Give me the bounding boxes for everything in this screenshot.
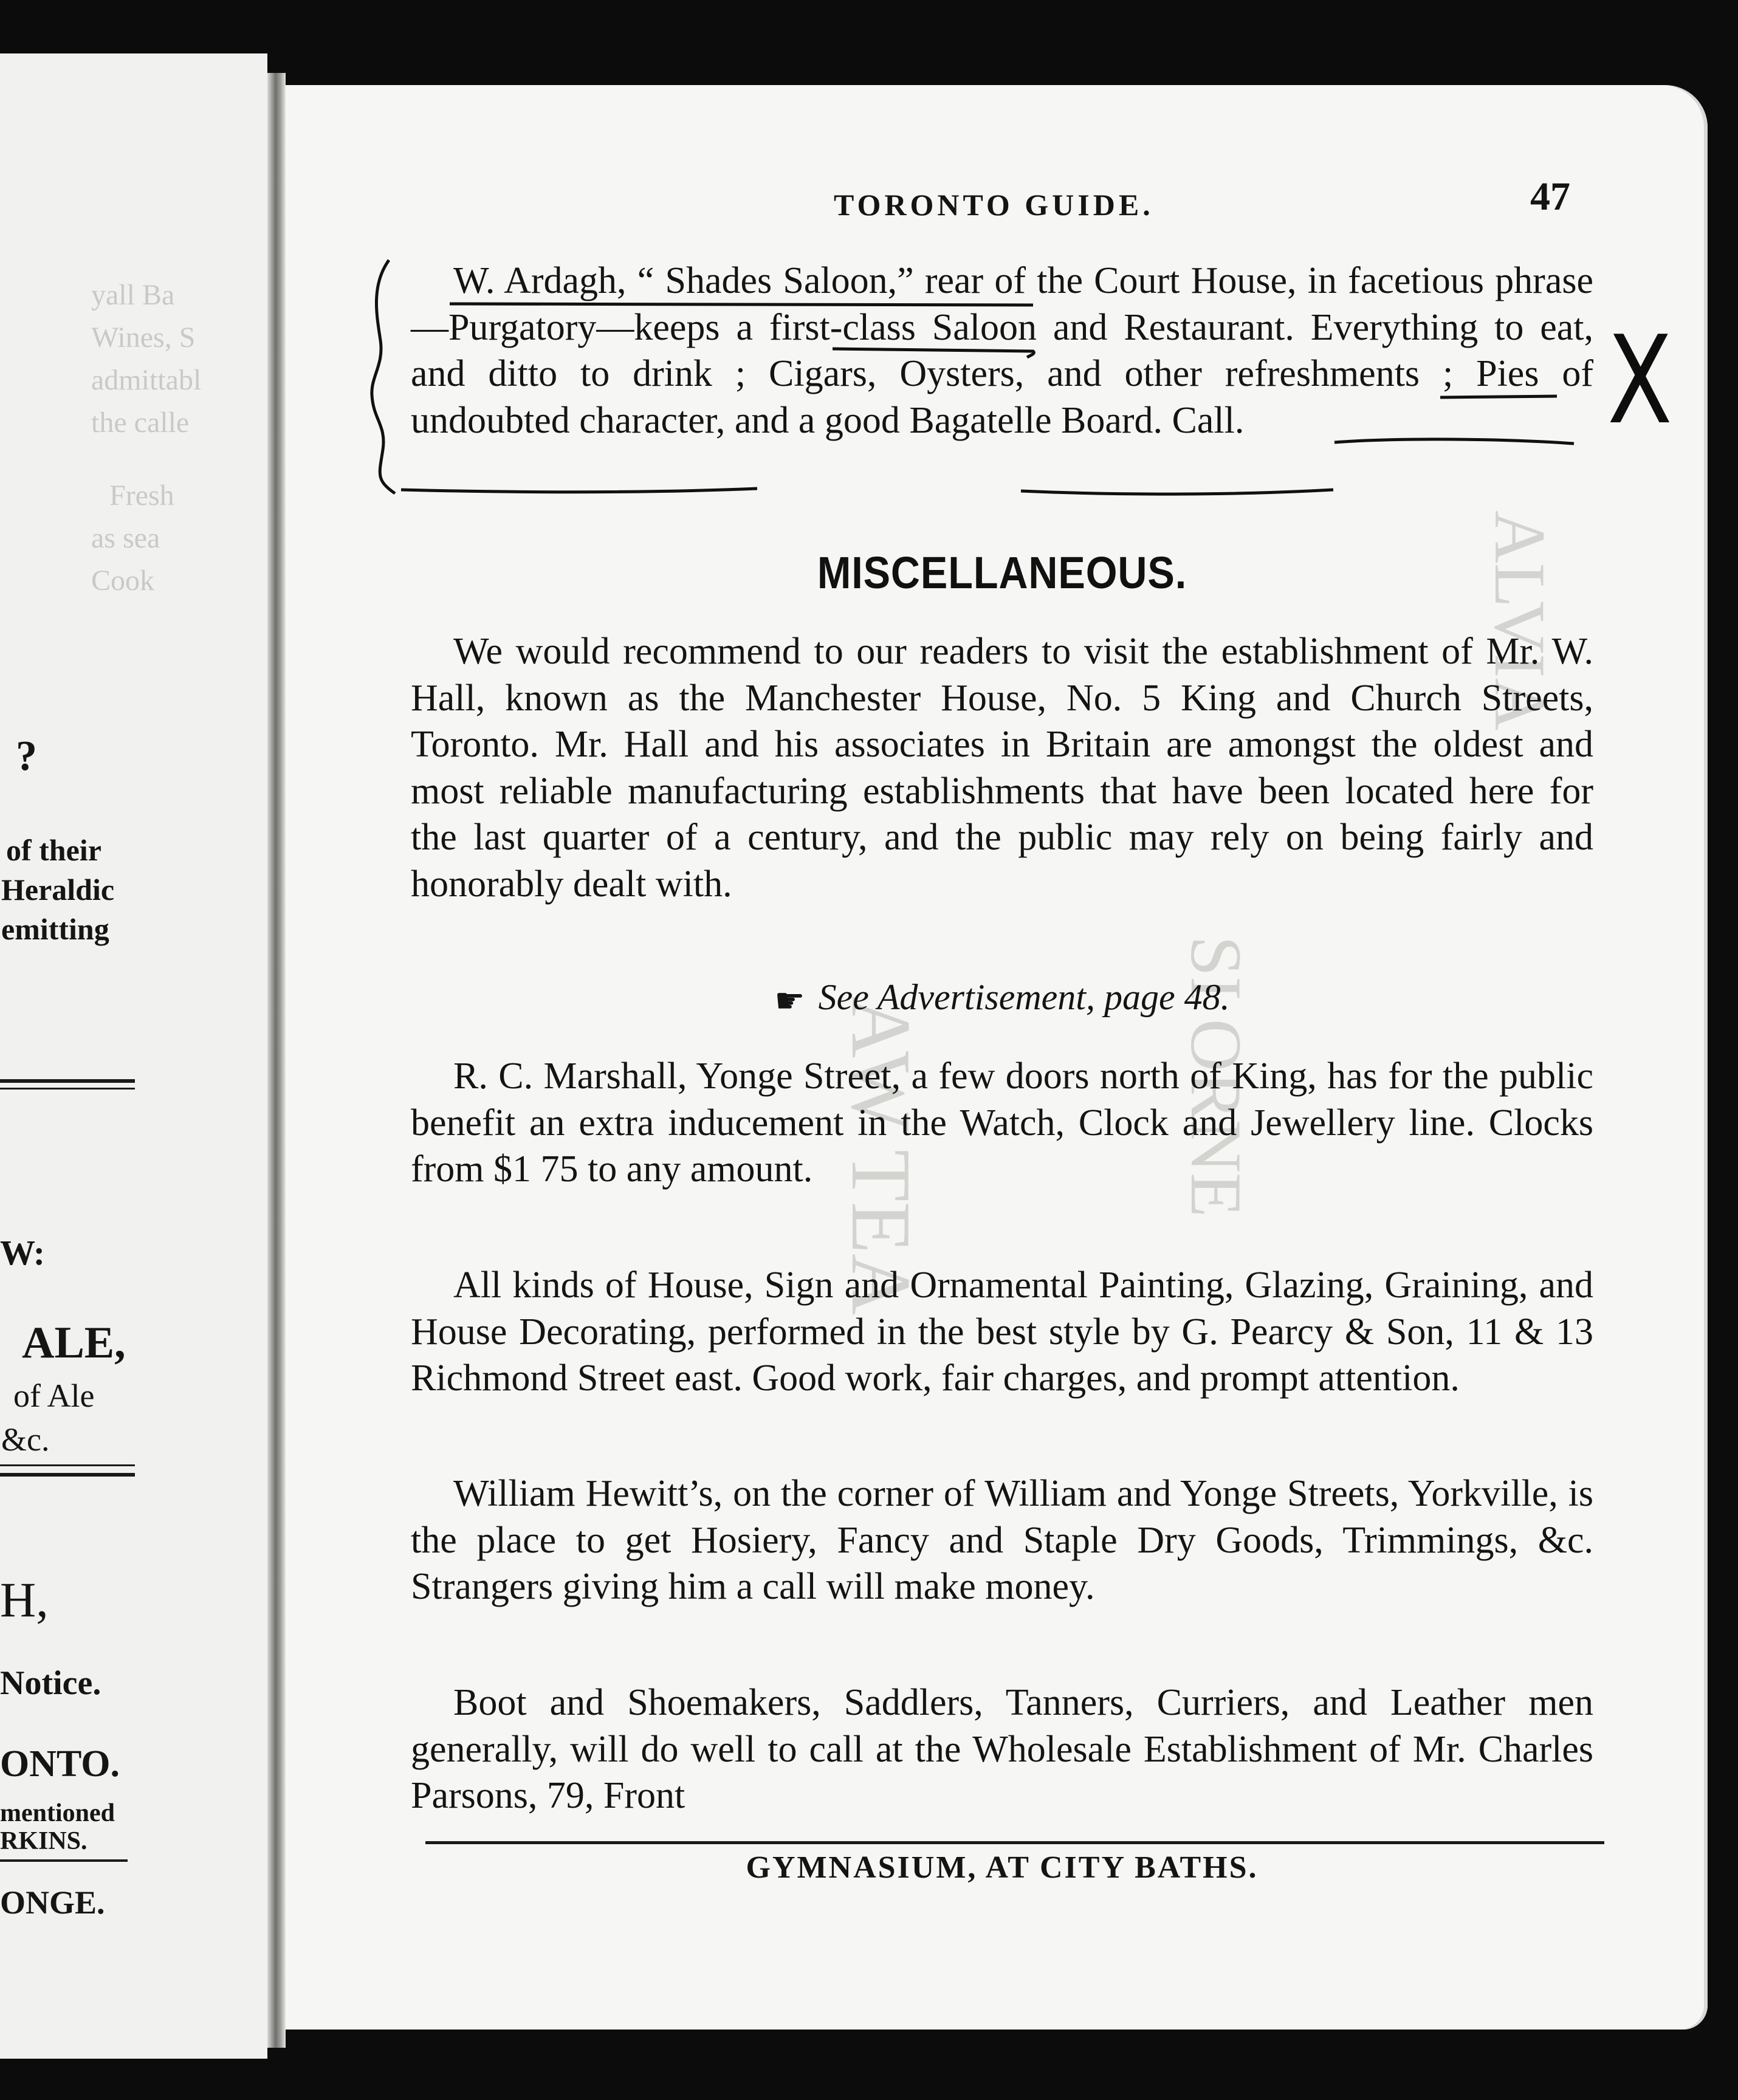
footer-advertisement: GYMNASIUM, AT CITY BATHS.: [746, 1850, 1259, 1885]
section-heading: MISCELLANEOUS.: [817, 547, 1187, 598]
ardagh-entry: [411, 258, 1593, 444]
pearcy-entry: [411, 1262, 1593, 1402]
fragment-onge: ONGE.: [0, 1884, 105, 1921]
running-head: TORONTO GUIDE.: [834, 188, 1154, 222]
fragment-w: W:: [0, 1233, 46, 1272]
page-number: 47: [1530, 174, 1570, 219]
fragment-notice: Notice.: [0, 1664, 101, 1702]
paragraph-hall: We would recommend to our readers to visit the establishment of Mr. W. Hall, known as the Manchester House, No. 5 King and Church Streets, Toronto. Mr. Hall and his associates in Britain are amongst the oldest and most reliable manufacturing establishments that have been located here for the last quarter of a century, and the public may rely on being fairly and honorably dealt with.: [411, 631, 1593, 905]
fragment-etc: &c.: [1, 1421, 50, 1458]
ardagh-paragraph: W. Ardagh, “ Shades Saloon,” rear of the Court House, in facetious phrase—Purgatory—keeps a first-class Saloon and Restaurant. Everything to eat, and ditto to drink ; Cigars, Oysters, and other refreshments ; Pies of undoubted character, and a good Bagatelle Board. Call.: [411, 260, 1593, 441]
pointing-hand-icon: ☛: [774, 982, 805, 1020]
page-47: AW TEA SI ORNE ALVIA: [286, 85, 1708, 2030]
parsons-entry: [411, 1680, 1593, 1819]
see-advertisement-text: See Advertisement, page 48.: [818, 977, 1230, 1017]
paragraph-parsons: Boot and Shoemakers, Saddlers, Tanners, Curriers, and Leather men generally, will do well to call at the Wholesale Establishment of Mr. Charles Parsons, 79, Front: [411, 1682, 1593, 1816]
fragment-question: ?: [16, 733, 37, 780]
paragraph-pearcy: All kinds of House, Sign and Ornamental Painting, Glazing, Graining, and House Decorating, performed in the best style by G. Pearcy & Son, 11 & 13 Richmond Street east. Good work, fair charges, and prompt attention.: [411, 1264, 1593, 1399]
fragment-emitting: emitting: [1, 912, 109, 946]
marshall-entry: [411, 1053, 1593, 1193]
footer-rule: [425, 1841, 1604, 1844]
previous-page-fragment: yall Ba Wines, S admittabl the calle Fresh as sea Cook ? of their Heraldic emitting W: ALE, of Ale &c. H, Notice. ONTO. mentioned RKINS. ONGE.: [0, 53, 267, 2059]
fragment-of-ale: of Ale: [13, 1378, 95, 1414]
fragment-of-their: of their: [6, 833, 101, 867]
see-advertisement-note: [411, 976, 1593, 1021]
pencil-x-mark: X: [1607, 310, 1672, 451]
paragraph-marshall: R. C. Marshall, Yonge Street, a few doors north of King, has for the public benefit an extra inducement in the Watch, Clock and Jewellery line. Clocks from $1 75 to any amount.: [411, 1055, 1593, 1190]
fragment-heraldic: Heraldic: [1, 873, 115, 907]
hall-entry: [411, 628, 1593, 907]
fragment-onto: ONTO.: [0, 1743, 120, 1785]
fragment-h: H,: [0, 1572, 49, 1627]
fragment-mentioned: mentioned: [0, 1799, 115, 1827]
hewitt-entry: [411, 1470, 1593, 1610]
fragment-ale: ALE,: [22, 1318, 126, 1368]
fragment-rkins: RKINS.: [0, 1827, 88, 1855]
paragraph-hewitt: William Hewitt’s, on the corner of William and Yonge Streets, Yorkville, is the place to get Hosiery, Fancy and Staple Dry Goods, Trimmings, &c. Strangers giving him a call will make money.: [411, 1473, 1593, 1607]
book-gutter: [267, 73, 286, 2048]
